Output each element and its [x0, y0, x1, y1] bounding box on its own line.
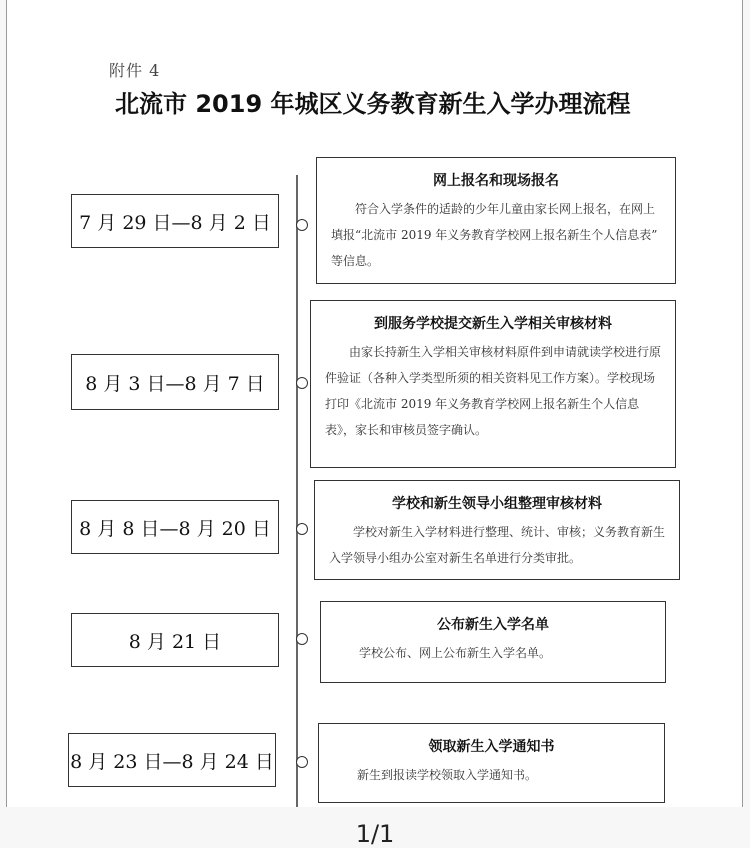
step-box-5 [318, 723, 665, 803]
timeline-node-step-5 [296, 756, 308, 768]
date-box-step-4: 8 月 21 日 [71, 613, 279, 667]
step-title-5: 领取新生入学通知书 [428, 739, 555, 755]
step-description-4: 学校公布、网上公布新生入学名单。 [359, 646, 552, 660]
timeline-node-step-2 [296, 377, 308, 389]
step-description-1: 符合入学条件的适龄的少年儿童由家长网上报名，在网上填报“北流市 2019 年义务教育学校网上报名新生个人信息表” 等信息。 [331, 202, 658, 268]
step-box-1 [316, 157, 676, 284]
step-title-2: 到服务学校提交新生入学相关审核材料 [374, 316, 612, 332]
date-box-step-1: 7 月 29 日—8 月 2 日 [71, 194, 279, 248]
step-title-3: 学校和新生领导小组整理审核材料 [392, 496, 602, 512]
page-indicator: 1/1 [355, 820, 395, 848]
document-page [6, 0, 743, 807]
step-box-3 [314, 480, 680, 580]
step-box-4 [320, 601, 666, 683]
timeline-node-step-1 [296, 219, 308, 231]
annex-label: 附件 4 [109, 61, 161, 80]
page-title: 北流市 2019 年城区义务教育新生入学办理流程 [115, 90, 631, 118]
date-box-step-5: 8 月 23 日—8 月 24 日 [68, 733, 276, 787]
step-box-2 [310, 300, 676, 468]
step-description-5: 新生到报读学校领取入学通知书。 [357, 768, 538, 782]
timeline-line [296, 175, 298, 807]
date-box-step-2: 8 月 3 日—8 月 7 日 [71, 354, 279, 410]
step-description-2: 由家长持新生入学相关审核材料原件到申请就读学校进行原件验证（各种入学类型所须的相关资料见工作方案）。学校现场打印《北流市 2019 年义务教育学校网上报名新生个人信息表》，家长和审核员签字确认。 [325, 345, 662, 437]
date-box-step-3: 8 月 8 日—8 月 20 日 [71, 500, 279, 554]
step-title-4: 公布新生入学名单 [437, 617, 549, 633]
timeline-node-step-4 [296, 633, 308, 645]
step-title-1: 网上报名和现场报名 [433, 173, 559, 189]
step-description-3: 学校对新生入学材料进行整理、统计、审核；义务教育新生入学领导小组办公室对新生名单进行分类审批。 [329, 525, 666, 565]
timeline-node-step-3 [296, 523, 308, 535]
